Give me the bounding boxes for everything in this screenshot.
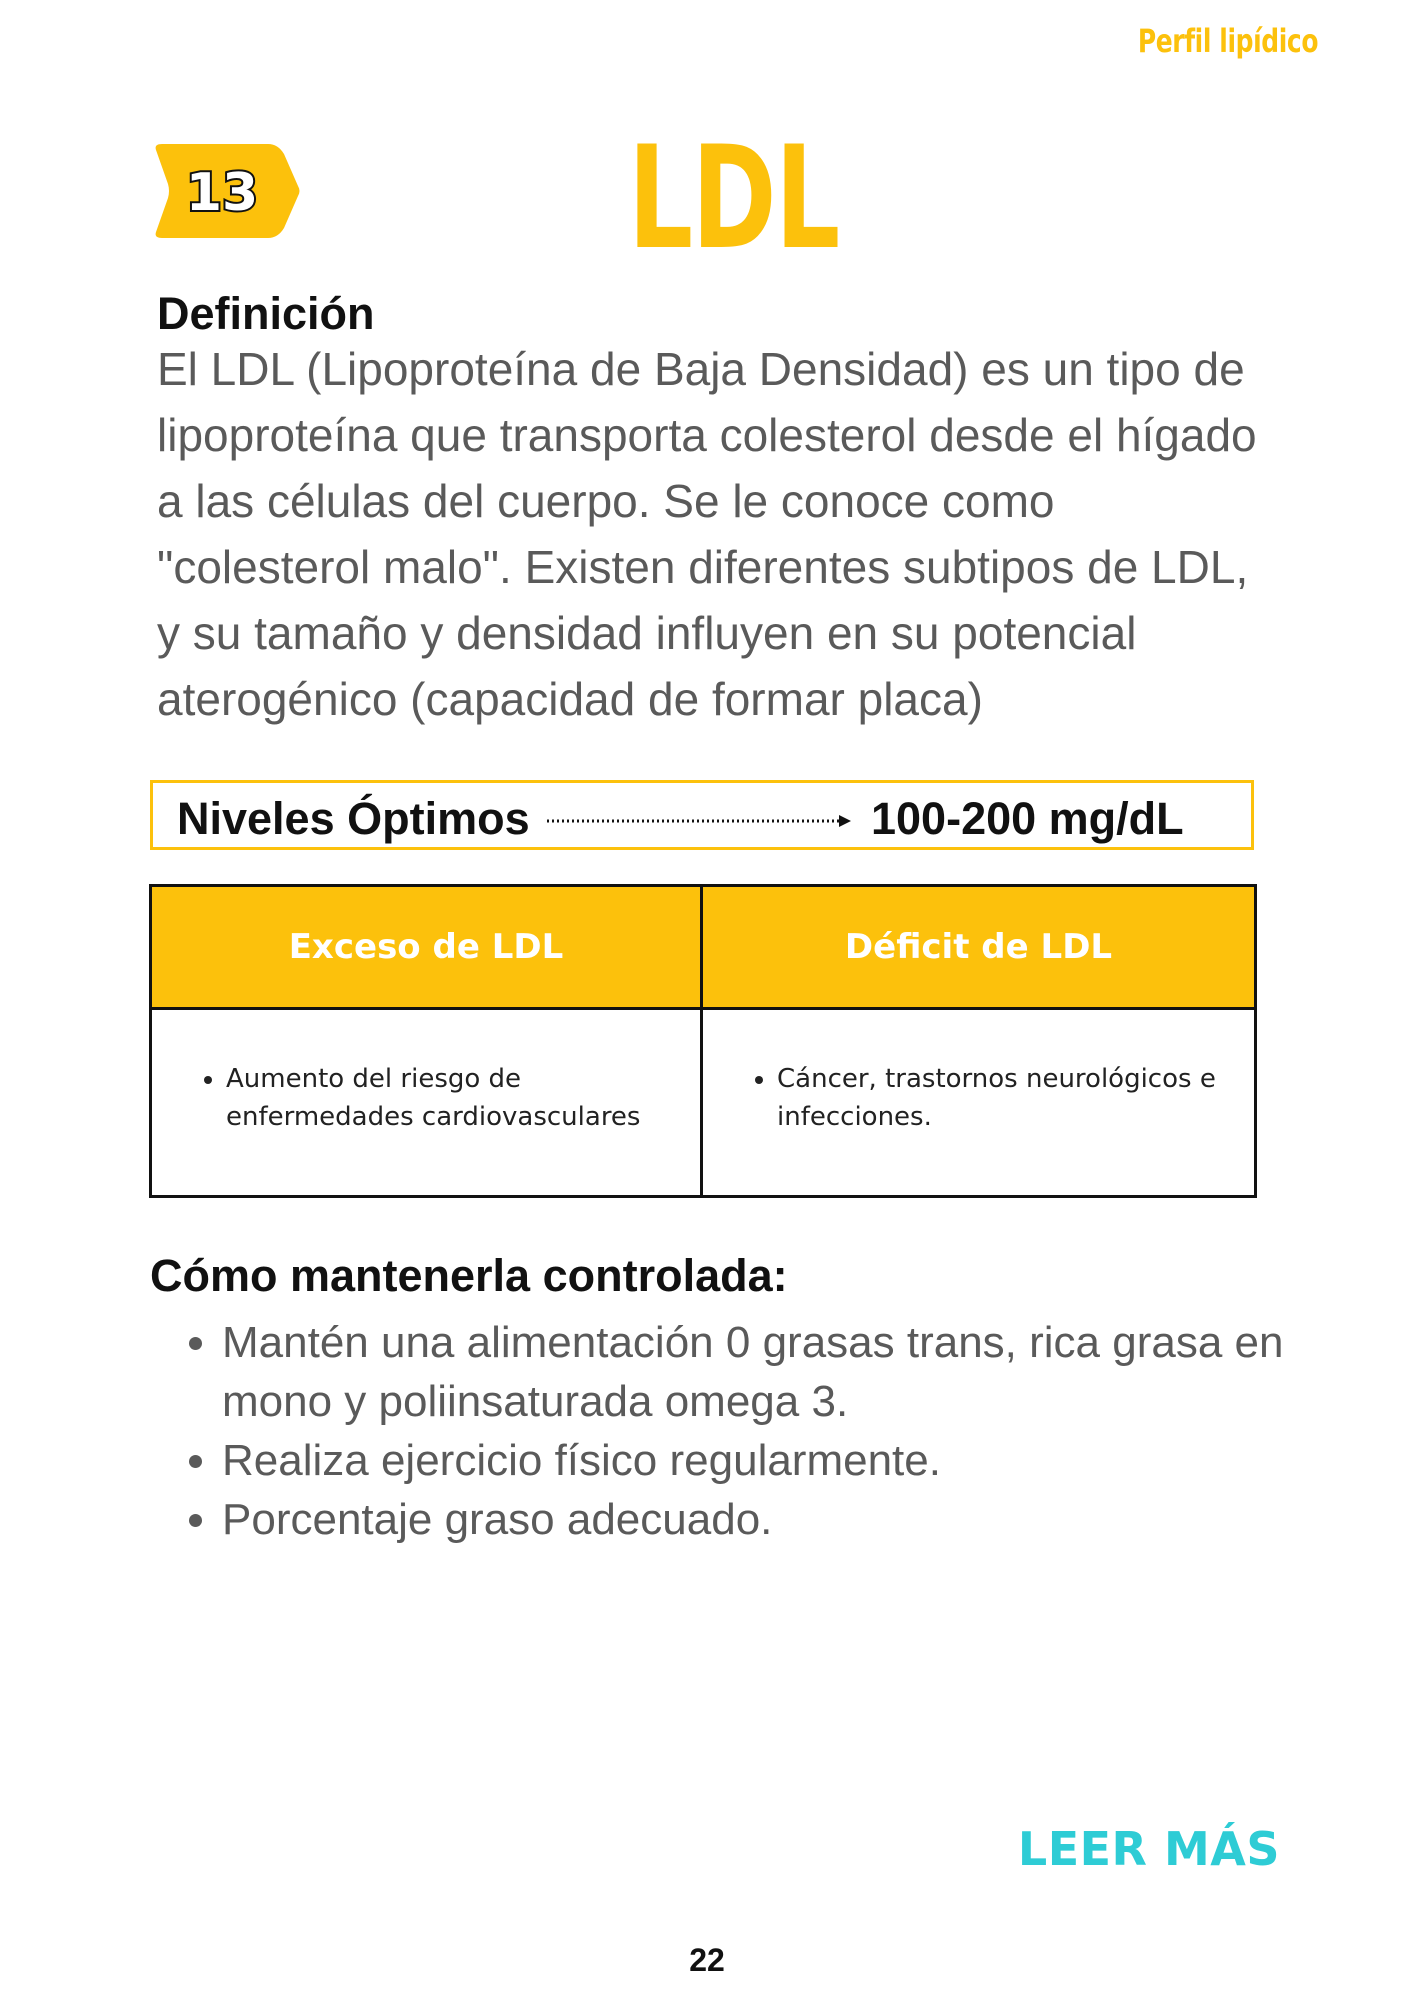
list-item: • Mantén una alimentación 0 grasas trans, rica grasa en mono y poliinsaturada omega 3. (222, 1313, 1342, 1431)
list-item: • Porcentaje graso adecuado. (222, 1490, 1342, 1549)
page-title: LDL (628, 116, 839, 281)
dotted-arrow-icon (545, 813, 855, 829)
section-label: Perfil lipídico (1137, 22, 1318, 60)
optimal-levels-value: 100-200 mg/dL (871, 793, 1184, 844)
list-item: • Aumento del riesgo de enfermedades cardiovasculares (226, 1060, 680, 1136)
table-cell-excess (152, 1010, 703, 1195)
list-item: • Realiza ejercicio físico regularmente. (222, 1431, 1342, 1490)
table-cell-deficit (703, 1010, 1254, 1195)
list-item: • Cáncer, trastornos neurológicos e infecciones. (777, 1060, 1234, 1136)
read-more-link[interactable]: LEER MÁS (1017, 1822, 1280, 1876)
table-header-excess: Exceso de LDL (152, 887, 703, 1010)
definition-heading: Definición (157, 288, 375, 339)
maintain-list (158, 1313, 1342, 1549)
section-number-badge (150, 142, 302, 240)
page-number: 22 (689, 1942, 725, 1978)
table-header-deficit: Déficit de LDL (703, 887, 1254, 1010)
ldl-effects-table (149, 884, 1257, 1198)
definition-body: El LDL (Lipoproteína de Baja Densidad) es un tipo de lipoproteína que transporta colesterol desde el hígado a las células del cuerpo. Se le conoce como "colesterol malo". Existen diferentes subtipos de LDL, y su tamaño y densidad influyen en su potencial aterogénico (capacidad de formar placa) (157, 343, 1257, 725)
badge-number: 13 (185, 163, 259, 223)
optimal-levels-box (150, 780, 1254, 850)
maintain-heading: Cómo mantenerla controlada: (150, 1250, 788, 1301)
optimal-levels-label: Niveles Óptimos (177, 793, 530, 844)
